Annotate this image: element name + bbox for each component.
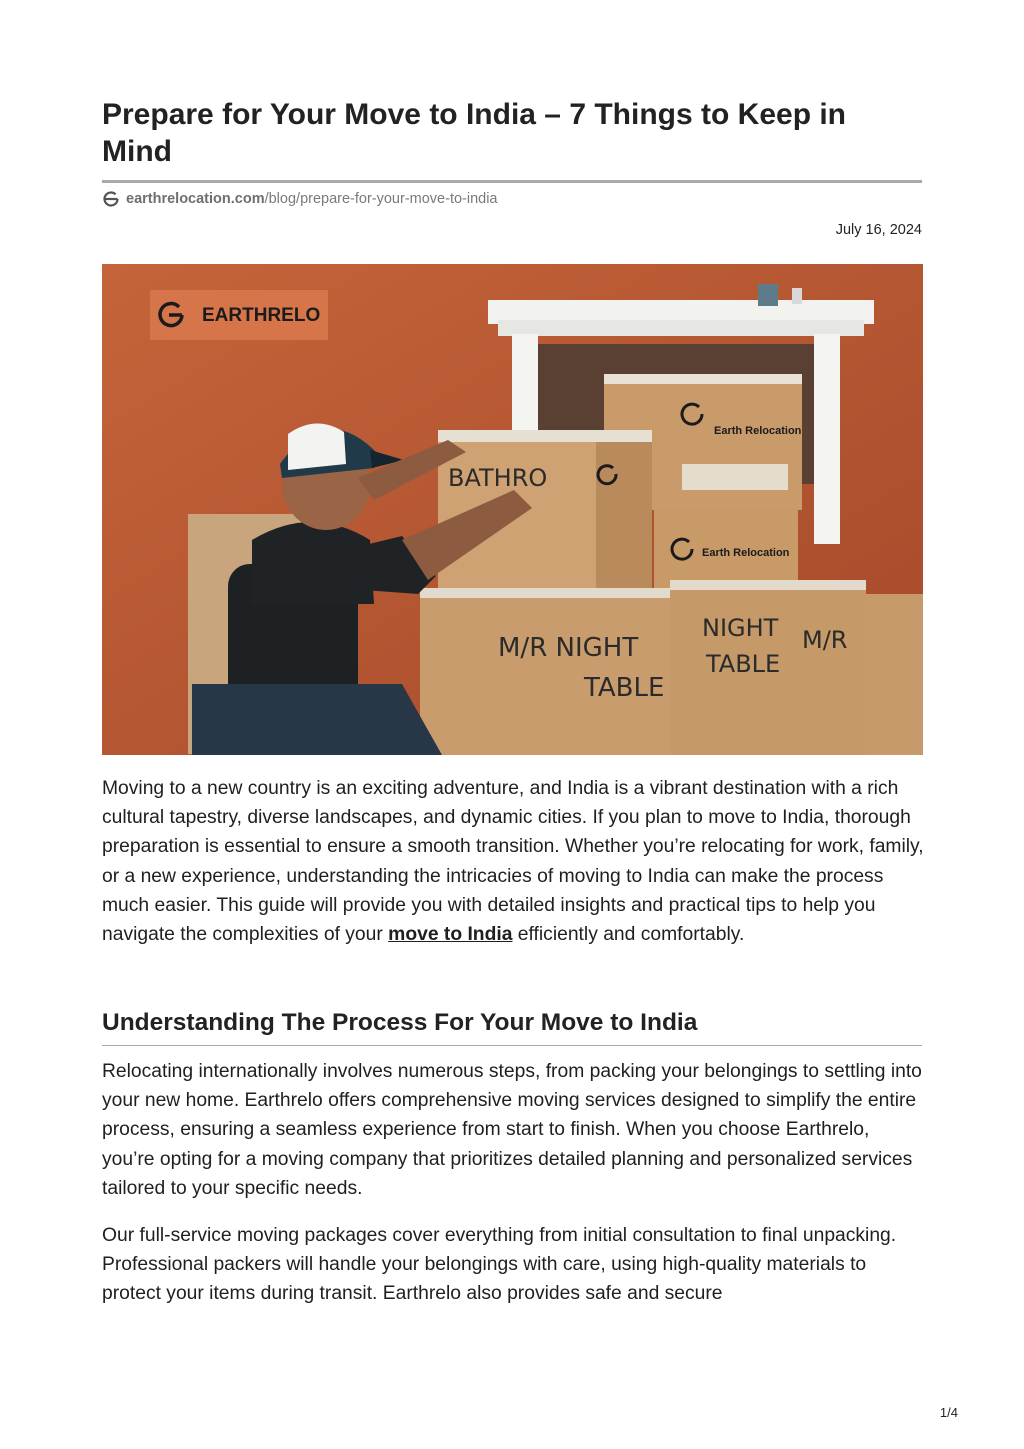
publish-date: July 16, 2024: [835, 222, 922, 238]
intro-paragraph: [102, 774, 924, 949]
source-path[interactable]: /blog/prepare-for-your-move-to-india: [264, 191, 498, 207]
box-label-table-2: TABLE: [706, 650, 781, 678]
title-divider: [102, 180, 922, 183]
intro-text-start: Moving to a new country is an exciting adventure, and India is a vibrant destination with a rich cultural tapestry, diverse landscapes, and dynamic cities. If you plan to move to India, thorough preparation is essential to ensure a smooth transition. Whether you’re relocating for work, family, or a new experience, understanding the intricacies of moving to India can make the process much easier. This guide will provide you with detailed insights and practical tips to help you navigate the complexities of your: [102, 778, 924, 946]
box-label-mr: M/R: [802, 626, 848, 654]
intro-text-end: efficiently and comfortably.: [512, 924, 745, 946]
source-domain[interactable]: earthrelocation.com: [126, 191, 265, 207]
earthrelo-logo-icon: [102, 190, 120, 208]
move-to-india-link[interactable]: move to India: [388, 924, 513, 946]
hero-image: [102, 264, 923, 755]
section-paragraph-2: Our full-service moving packages cover everything from initial consultation to final unpacking. Professional packers will handle your belongings with care, using high-quality materials to protect your items during transit. Earthrelo also provides safe and secure: [102, 1225, 897, 1305]
wall-sign: [150, 290, 328, 340]
box-bottom-left: [420, 588, 670, 755]
box-brand-2: Earth Relocation: [702, 547, 790, 559]
box-label-night-2: NIGHT: [702, 614, 779, 642]
wall-sign-text: EARTHRELO: [202, 305, 321, 326]
box-bottom-right: [670, 580, 866, 755]
page-number: 1/4: [939, 1405, 958, 1420]
box-label-bathro: BATHRO: [448, 464, 548, 492]
article-title: Prepare for Your Move to India – 7 Things to Keep in Mind: [102, 98, 847, 168]
section-paragraph-1: Relocating internationally involves numerous steps, from packing your belongings to settling into your new home. Earthrelo offers comprehensive moving services designed to simplify the entire process, ensuring a seamless experience from start to finish. When you choose Earthrelo, you’re opting for a moving company that prioritizes detailed planning and personalized services tailored to your specific needs.: [102, 1061, 922, 1199]
box-label-table-1: TABLE: [584, 673, 665, 703]
box-middle-right: [654, 508, 798, 588]
source-line: [102, 188, 498, 210]
section-heading: Understanding The Process For Your Move to India: [102, 1009, 698, 1036]
section-divider: [102, 1045, 922, 1046]
box-label-nightstand-1: M/R NIGHT: [498, 633, 639, 663]
box-brand-1: Earth Relocation: [714, 425, 802, 437]
